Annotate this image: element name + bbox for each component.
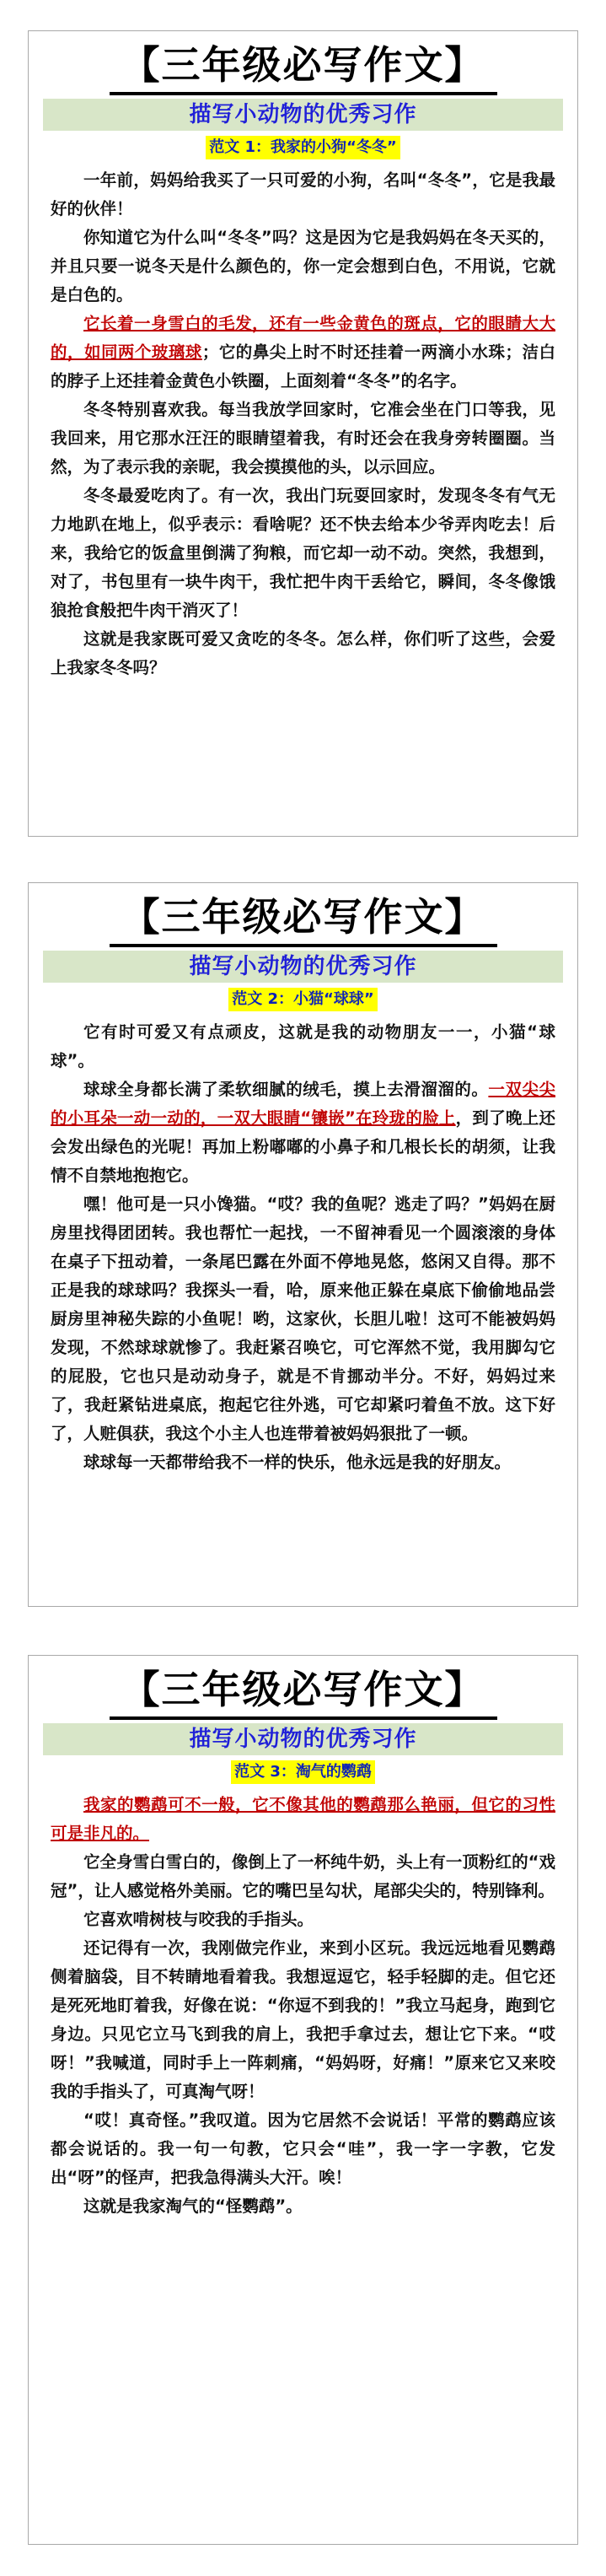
paragraph	[51, 1075, 555, 1190]
paragraph-start: 球球全身都长满了柔软细腻的绒毛，摸上去滑溜溜的。	[83, 1080, 489, 1099]
paragraph: 这就是我家淘气的“怪鹦鹉”。	[83, 2196, 303, 2216]
paragraph: “哎！真奇怪。”我叹道。因为它居然不会说话！平常的鹦鹉应该都会说话的。我一句一句教，它只会“哇”，我一字一字教，它发出“呀”的怪声，把我急得满头大汗。唉！	[51, 2110, 555, 2187]
title-underline	[110, 92, 497, 95]
essay-label-wrap	[29, 136, 577, 161]
highlighted-sentence: 它长着一身雪白的毛发，还有一些金黄色的斑点，它的眼睛大大的，如同两个玻璃球	[51, 314, 555, 362]
paragraph: 它喜欢啃树枝与咬我的手指头。	[83, 1910, 314, 1929]
subtitle-banner: 描写小动物的优秀习作	[43, 1723, 563, 1755]
paragraph: 还记得有一次，我刚做完作业，来到小区玩。我远远地看见鹦鹉侧着脑袋，目不转睛地看着我。我想逗逗它，轻手轻脚的走。但它还是死死地盯着我，好像在说：“你逗不到我的！”我立马起身，跑到它身边。只见它立马飞到我的肩上，我把手拿过去，想让它下来。“哎呀！”我喊道，同时手上一阵刺痛，“妈妈呀，好痛！”原来它又来咬我的手指头了，可真淘气呀！	[51, 1938, 555, 2101]
page-title: 【三年级必写作文】	[121, 894, 485, 940]
title-underline	[110, 944, 497, 947]
paragraph: 冬冬最爱吃肉了。有一次，我出门玩耍回家时，发现冬冬有气无力地趴在地上，似乎表示：看啥呢？还不快去给本少爷弄肉吃去！后来，我给它的饭盒里倒满了狗粮，而它却一动不动。突然，我想到，对了，书包里有一块牛肉干，我忙把牛肉干丢给它，瞬间，冬冬像饿狼抢食般把牛肉干消灭了！	[51, 486, 555, 620]
essay-label-wrap	[29, 1760, 577, 1786]
essay-label: 范文 2：小猫“球球”	[228, 988, 377, 1011]
essay-label: 范文 3：淘气的鹦鹉	[231, 1760, 375, 1784]
page-title: 【三年级必写作文】	[121, 42, 485, 88]
paragraph	[51, 1791, 555, 1848]
paragraph: 冬冬特别喜欢我。每当我放学回家时，它准会坐在门口等我，见我回来，用它那水汪汪的眼睛望着我，有时还会在我身旁转圈圈。当然，为了表示我的亲昵，我会摸摸他的头，以示回应。	[51, 400, 555, 477]
essay-label-wrap	[29, 988, 577, 1013]
title-underline	[110, 1716, 497, 1720]
page-title: 【三年级必写作文】	[121, 1667, 485, 1712]
essay-body	[51, 166, 555, 682]
highlighted-sentence: 我家的鹦鹉可不一般，它不像其他的鹦鹉那么艳丽，但它的习性可是非凡的。	[51, 1795, 555, 1843]
essay-card-1	[28, 30, 578, 837]
subtitle-banner: 描写小动物的优秀习作	[43, 99, 563, 131]
paragraph: 这就是我家既可爱又贪吃的冬冬。怎么样，你们听了这些，会爱上我家冬冬吗？	[51, 629, 555, 677]
paragraph: 它有时可爱又有点顽皮，这就是我的动物朋友一一，小猫“球球”。	[51, 1022, 555, 1070]
essay-body	[51, 1791, 555, 2221]
essay-body	[51, 1018, 555, 1477]
essay-card-3	[28, 1655, 578, 2545]
paragraph: 它全身雪白雪白的，像倒上了一杯纯牛奶，头上有一顶粉红的“戏冠”，让人感觉格外美丽。它的嘴巴呈勾状，尾部尖尖的，特别锋利。	[51, 1852, 555, 1900]
paragraph: 你知道它为什么叫“冬冬”吗？这是因为它是我妈妈在冬天买的，并且只要一说冬天是什么颜色的，你一定会想到白色，不用说，它就是白色的。	[51, 228, 555, 304]
paragraph: 一年前，妈妈给我买了一只可爱的小狗，名叫“冬冬”，它是我最好的伙伴！	[51, 170, 555, 218]
essay-label: 范文 1：我家的小狗“冬冬”	[206, 136, 400, 159]
essay-card-2	[28, 882, 578, 1607]
paragraph-rest: ，到了晚上还会发出绿色的光呢！再加上粉嘟嘟的小鼻子和几根长长的胡须，让我情不自禁地抱抱它。	[51, 1108, 555, 1185]
subtitle-banner: 描写小动物的优秀习作	[43, 951, 563, 983]
paragraph: 嘿！他可是一只小馋猫。“哎？我的鱼呢？逃走了吗？”妈妈在厨房里找得团团转。我也帮忙一起找，一不留神看见一个圆滚滚的身体在桌子下扭动着，一条尾巴露在外面不停地晃悠，悠闲又自得。那不正是我的球球吗？我探头一看，哈，原来他正躲在桌底下偷偷地品尝厨房里神秘失踪的小鱼呢！哟，这家伙，长胆儿啦！这可不能被妈妈发现，不然球球就惨了。我赶紧召唤它，可它浑然不觉，我用脚勾它的屁股，它也只是动动身子，就是不肯挪动半分。不好，妈妈过来了，我赶紧钻进桌底，抱起它往外逃，可它却紧叼着鱼不放。这下好了，人赃俱获，我这个小主人也连带着被妈妈狠批了一顿。	[51, 1194, 555, 1443]
paragraph	[51, 310, 555, 396]
paragraph: 球球每一天都带给我不一样的快乐，他永远是我的好朋友。	[83, 1452, 512, 1472]
paragraph-rest: ；它的鼻尖上时不时还挂着一两滴小水珠；洁白的脖子上还挂着金黄色小铁圈，上面刻着“冬冬”的名字。	[51, 342, 555, 391]
highlighted-sentence: 一双尖尖的小耳朵一动一动的，一双大眼睛“镶嵌”在玲珑的脸上	[51, 1080, 555, 1128]
